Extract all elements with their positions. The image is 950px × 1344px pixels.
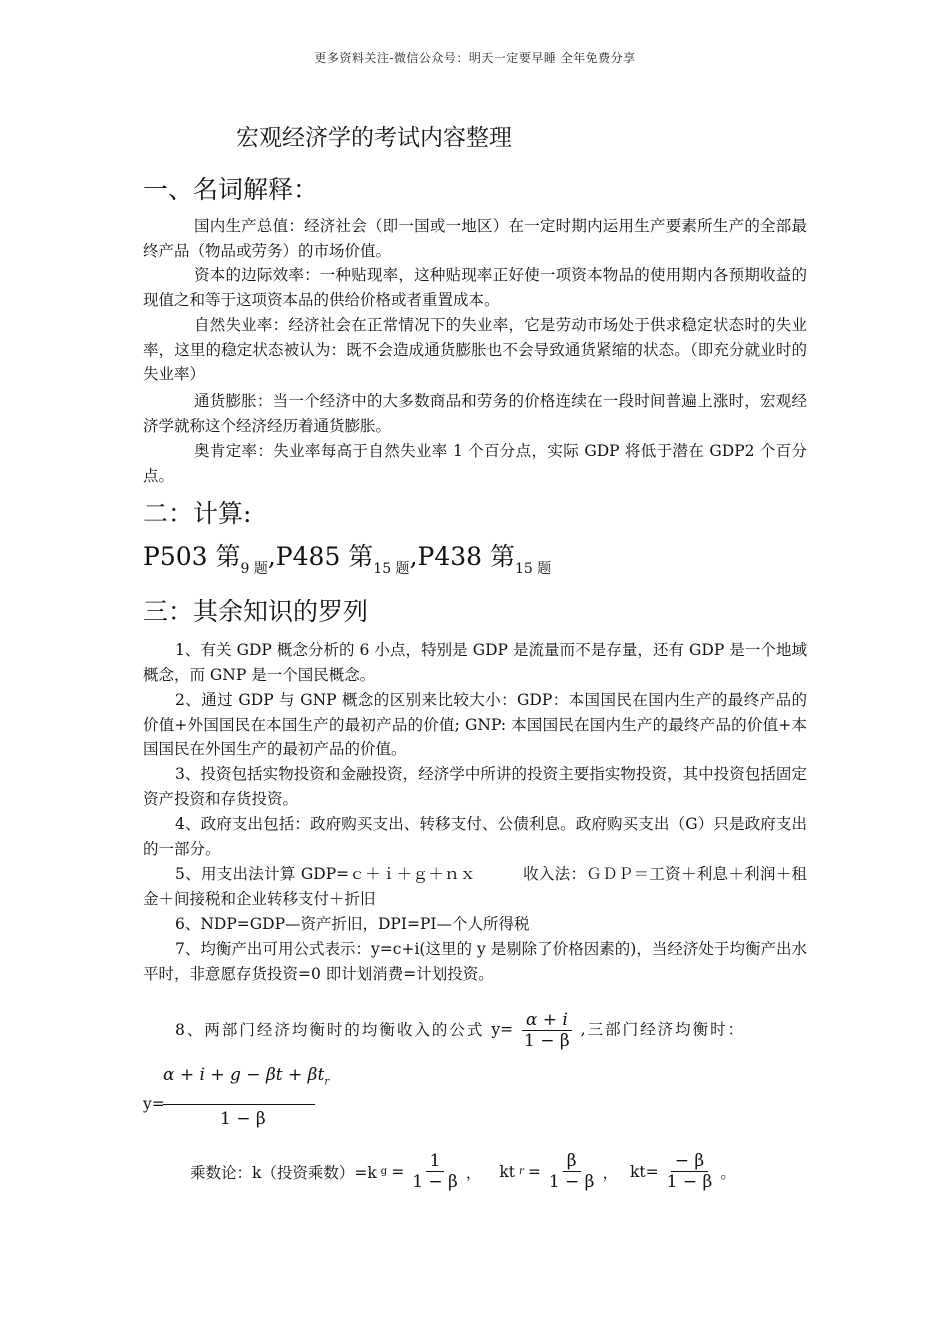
mult-sub-g: g	[380, 1166, 388, 1177]
fraction-bar	[163, 1104, 315, 1105]
kt-fraction	[663, 1151, 717, 1192]
mult-eq: =	[391, 1162, 405, 1181]
three-sector-numerator	[163, 1065, 330, 1088]
mult-eq: =	[527, 1162, 541, 1181]
kt-den: 1 − β	[666, 1172, 713, 1192]
kt-num: − β	[671, 1151, 708, 1172]
knowledge-item-6: 6、NDP=GDP—资产折旧，DPI=PI—个人所得税	[175, 915, 530, 933]
knowledge-item-3: 3、投资包括实物投资和金融投资，经济学中所讲的投资主要指实物投资，其中投资包括固定资产投资和存货投资。	[143, 765, 807, 808]
mult-end: 。	[720, 1163, 736, 1182]
knowledge-item-2: 2、通过 GDP 与 GNP 概念的区别来比较大小：GDP：本国国民在国内生产的最终产品的价值+外国国民在本国生产的最初产品的价值; GNP: 本国国民在国内生产的最终产品的价值+本国国民在外国生产的最初产品的价值。	[143, 691, 807, 759]
mult-comma: ，	[465, 1163, 482, 1182]
item8-text: 8、两部门经济均衡时的均衡收入的公式	[175, 1020, 485, 1039]
ktr-den: 1 − β	[548, 1172, 595, 1192]
knowledge-item-4: 4、政府支出包括：政府购买支出、转移支付、公债利息。政府购买支出（G）只是政府支出的一部分。	[143, 815, 807, 858]
formula-numerator: α + i	[522, 1010, 572, 1031]
mult-comma: ，	[602, 1163, 619, 1182]
three-sector-denominator: 1 − β	[220, 1109, 266, 1129]
numerator-sub: r	[324, 1076, 330, 1088]
item8-y: y=	[491, 1020, 514, 1039]
calc-sub: 15 题	[515, 561, 552, 577]
mult-sub-r: r	[519, 1166, 524, 1177]
formula-denominator: 1 − β	[524, 1031, 570, 1051]
calc-sub: 15 题	[373, 561, 410, 577]
ktr-fraction	[545, 1151, 599, 1192]
calc-sub: 9 题	[240, 561, 268, 577]
section-heading-knowledge: 三：其余知识的罗列	[143, 597, 369, 626]
document-title: 宏观经济学的考试内容整理	[236, 125, 512, 151]
kg-fraction	[408, 1151, 462, 1192]
numerator-text: α + i + g − βt + βt	[163, 1065, 325, 1085]
calc-text: P503 第	[143, 542, 241, 571]
section-heading-definitions: 一、名词解释：	[143, 175, 319, 204]
multiplier-theory	[190, 1151, 736, 1192]
page-header: 更多资料关注-微信公众号：明天一定要早睡 全年免费分享	[314, 51, 636, 65]
calc-exercises	[143, 537, 551, 578]
section-heading-calc: 二：计算:	[143, 499, 252, 528]
definition-mec: 资本的边际效率：一种贴现率，这种贴现率正好使一项资本物品的使用期内各预期收益的现值之和等于这项资本品的供给价格或者重置成本。	[143, 266, 807, 309]
mult-label: 乘数论：k（投资乘数）=k	[190, 1163, 377, 1182]
knowledge-item-7: 7、均衡产出可用公式表示：y=c+i(这里的 y 是剔除了价格因素的)，当经济处于均衡产出水平时，非意愿存货投资=0 即计划消费=计划投资。	[143, 940, 807, 983]
mult-kt2: kt=	[630, 1162, 659, 1181]
definition-inflation: 通货膨胀：当一个经济中的大多数商品和劳务的价格连续在一段时间普遍上涨时，宏观经济学就称这个经济经历着通货膨胀。	[143, 392, 807, 435]
definition-gdp: 国内生产总值：经济社会（即一国或一地区）在一定时期内运用生产要素所生产的全部最终产品（物品或劳务）的市场价值。	[143, 217, 807, 260]
definition-okun: 奥肯定率：失业率每高于自然失业率 1 个百分点，实际 GDP 将低于潜在 GDP2 个百分点。	[143, 442, 807, 485]
definition-natural-unemployment: 自然失业率：经济社会在正常情况下的失业率，它是劳动市场处于供求稳定状态时的失业率，这里的稳定状态被认为：既不会造成通货膨胀也不会导致通货紧缩的状态。（即充分就业时的失业率）	[143, 316, 807, 384]
ktr-num: β	[563, 1151, 581, 1172]
calc-text: ,P438 第	[409, 542, 515, 571]
kg-num: 1	[426, 1151, 445, 1172]
calc-text: ,P485 第	[267, 542, 374, 571]
mult-kt: kt	[499, 1162, 516, 1181]
three-sector-y: y=	[143, 1095, 165, 1113]
knowledge-item-5: 5、用支出法计算 GDP=ｃ＋ｉ＋ｇ＋ｎｘ 收入法：ＧＤＰ＝工资＋利息＋利润＋租金＋间接税和企业转移支付＋折旧	[143, 865, 807, 908]
knowledge-item-8	[143, 1010, 807, 1051]
item8-text: ,三部门经济均衡时：	[580, 1020, 746, 1039]
kg-den: 1 − β	[412, 1172, 458, 1192]
two-sector-formula	[520, 1010, 574, 1051]
knowledge-item-1: 1、有关 GDP 概念分析的 6 小点，特别是 GDP 是流量而不是存量，还有 GDP 是一个地域概念，而 GNP 是一个国民概念。	[143, 641, 807, 684]
